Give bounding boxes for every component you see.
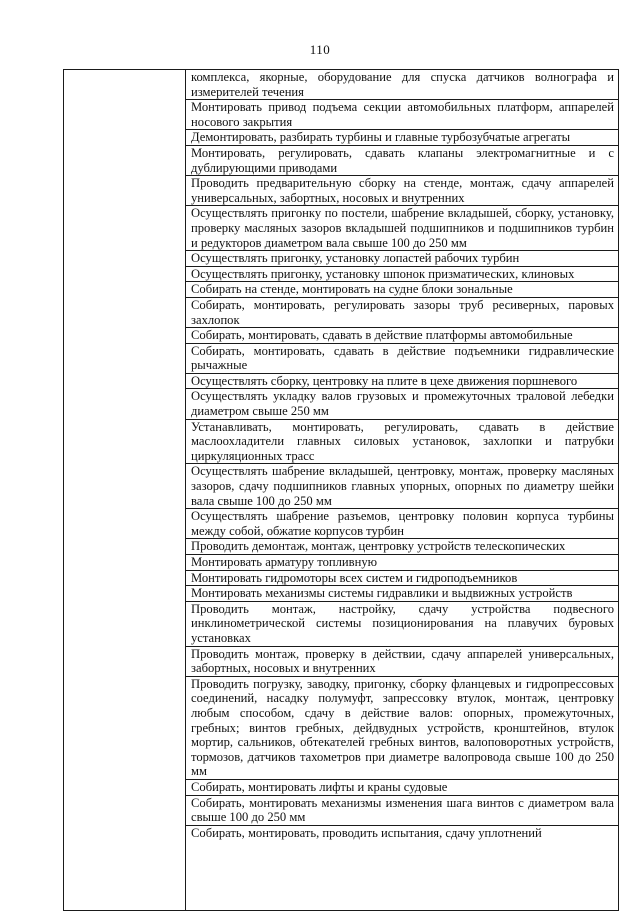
work-item-16: Осуществлять шабрение вкладышей, центровку, монтаж, проверку масляных зазоров, сдачу подшипников главных упорных, опорных по диаметру шейки вала свыше 100 до 250 мм xyxy=(186,464,618,509)
work-item-22: Проводить монтаж, настройку, сдачу устройства подвесного инклинометрической системы позиционирования на плавучих буровых установках xyxy=(186,602,618,647)
work-item-9: Собирать на стенде, монтировать на судне блоки зональные xyxy=(186,282,618,298)
work-item-24: Проводить погрузку, заводку, пригонку, сборку фланцевых и гидропрессовых соединений, насадку полумуфт, запрессовку втулок, монтаж, центровку любым способом, сдачу в действие валов: опорных, промежуточных, гребных; винтов гребных, дейдвудных устройств, кронштейнов, втулок мортир, сальников, обтекателей гребных винтов, валоповоротных устройств, тормозов, датчиков тахометров при диаметре валопровода свыше 100 до 250 мм xyxy=(186,677,618,780)
work-item-20: Монтировать гидромоторы всех систем и гидроподъемников xyxy=(186,571,618,587)
work-item-19: Монтировать арматуру топливную xyxy=(186,555,618,571)
work-item-26: Собирать, монтировать механизмы изменения шага винтов с диаметром вала свыше 100 до 250 мм xyxy=(186,796,618,826)
work-item-18: Проводить демонтаж, монтаж, центровку устройств телескопических xyxy=(186,539,618,555)
document-table xyxy=(63,69,619,911)
work-item-5: Проводить предварительную сборку на стенде, монтаж, сдачу аппарелей универсальных, забортных, носовых и внутренних xyxy=(186,176,618,206)
work-item-13: Осуществлять сборку, центровку на плите в цехе движения поршневого xyxy=(186,374,618,390)
work-item-7: Осуществлять пригонку, установку лопастей рабочих турбин xyxy=(186,251,618,267)
work-item-27: Собирать, монтировать, проводить испытания, сдачу уплотнений xyxy=(191,825,542,840)
work-item-4: Монтировать, регулировать, сдавать клапаны электромагнитные и с дублирующими приводами xyxy=(186,146,618,176)
work-item-14: Осуществлять укладку валов грузовых и промежуточных траловой лебедки диаметром свыше 250 мм xyxy=(186,389,618,419)
work-item-15: Устанавливать, монтировать, регулировать, сдавать в действие маслоохладители главных силовых установок, захлопки и патрубки циркуляционных трасс xyxy=(186,420,618,465)
work-item-25: Собирать, монтировать лифты и краны судовые xyxy=(186,780,618,796)
work-item-8: Осуществлять пригонку, установку шпонок призматических, клиновых xyxy=(186,267,618,283)
page-number: 110 xyxy=(309,42,331,57)
work-item-12: Собирать, монтировать, сдавать в действие подъемники гидравлические рычажные xyxy=(186,344,618,374)
empty-left-cell xyxy=(64,70,186,911)
work-item-3: Демонтировать, разбирать турбины и главные турбозубчатые агрегаты xyxy=(186,130,618,146)
work-item-10: Собирать, монтировать, регулировать зазоры труб ресиверных, паровых захлопок xyxy=(186,298,618,328)
work-list-cell xyxy=(186,70,619,911)
work-item-2: Монтировать привод подъема секции автомобильных платформ, аппарелей носового закрытия xyxy=(186,100,618,130)
work-item-21: Монтировать механизмы системы гидравлики и выдвижных устройств xyxy=(186,586,618,602)
work-item-17: Осуществлять шабрение разъемов, центровку половин корпуса турбины между собой, обжатие корпусов турбин xyxy=(186,509,618,539)
work-item-6: Осуществлять пригонку по постели, шабрение вкладышей, сборку, установку, проверку масляных зазоров вкладышей подшипников и подшипников турбин и редукторов диаметром вала свыше 100 до 250 мм xyxy=(186,206,618,251)
table-row xyxy=(64,70,619,911)
work-item-23: Проводить монтаж, проверку в действии, сдачу аппарелей универсальных, забортных, носовых и внутренних xyxy=(186,647,618,677)
work-item-11: Собирать, монтировать, сдавать в действие платформы автомобильные xyxy=(186,328,618,344)
work-item-1: комплекса, якорные, оборудование для спуска датчиков волнографа и измерителей течения xyxy=(186,70,618,100)
